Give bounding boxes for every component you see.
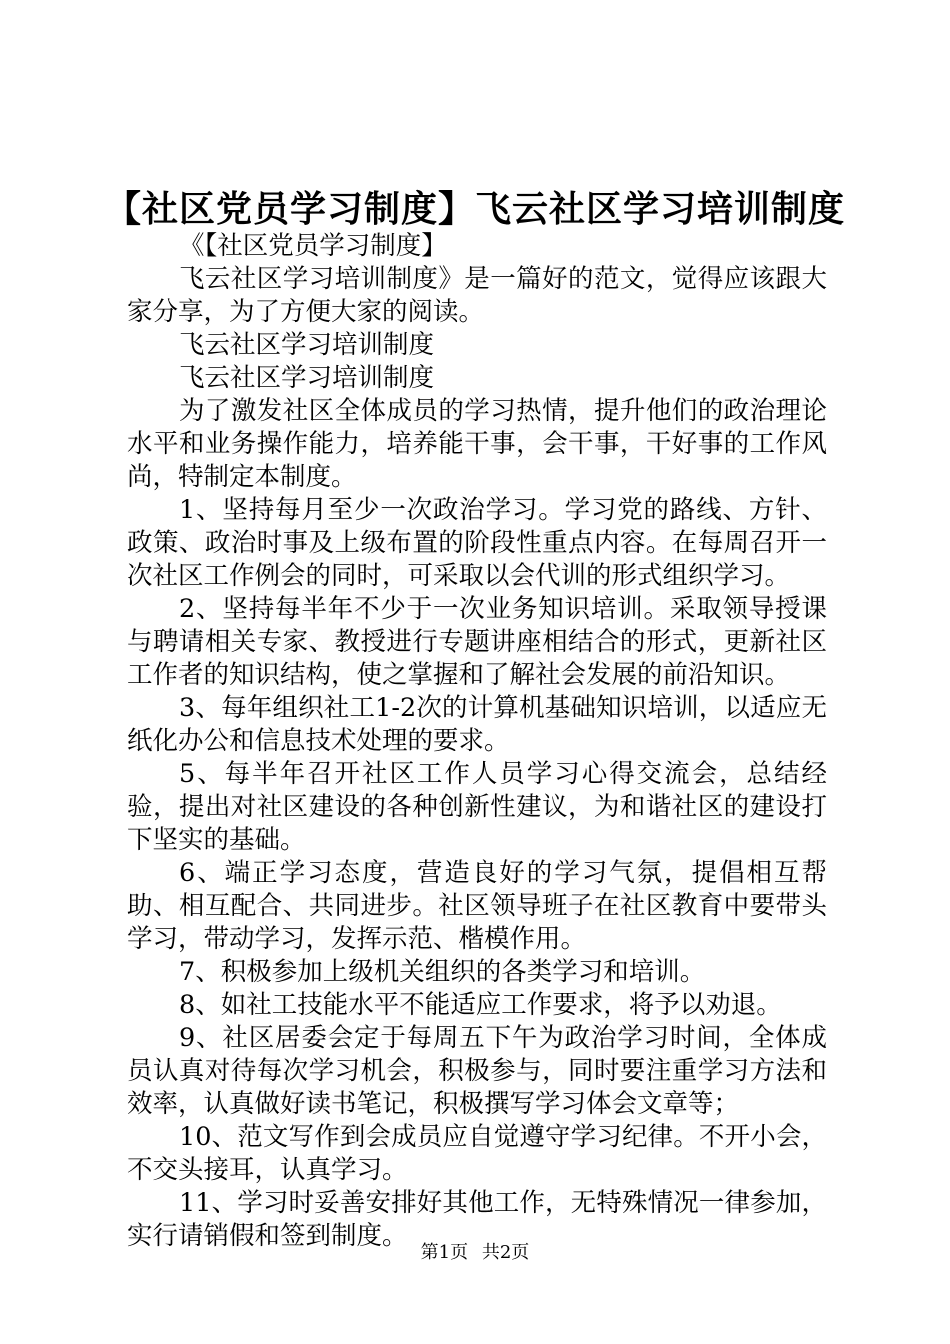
paragraph: 2、坚持每半年不少于一次业务知识培训。采取领导授课与聘请相关专家、教授进行专题讲座相结合的形式，更新社区工作者的知识结构，使之掌握和了解社会发展的前沿知识。 (127, 594, 827, 690)
paragraph: 11、学习时妥善安排好其他工作，无特殊情况一律参加，实行请销假和签到制度。 (127, 1188, 827, 1251)
intro-line-1: 《【社区党员学习制度】 (179, 231, 447, 261)
document-title: 【社区党员学习制度】飞云社区学习培训制度 (104, 188, 845, 230)
page-number-current: 第1页 (420, 1242, 469, 1263)
paragraph: 9、社区居委会定于每周五下午为政治学习时间，全体成员认真对待每次学习机会，积极参与，同时要注重学习方法和效率，认真做好读书笔记，积极撰写学习体会文章等； (127, 1023, 827, 1119)
page-number-total: 共2页 (481, 1242, 530, 1263)
paragraph: 1、坚持每月至少一次政治学习。学习党的路线、方针、政策、政治时事及上级布置的阶段性重点内容。在每周召开一次社区工作例会的同时，可采取以会代训的形式组织学习。 (127, 495, 827, 591)
intro-line-2: 飞云社区学习培训制度》是一篇好的范文，觉得应该跟大家分享，为了方便大家的阅读。 (127, 264, 827, 327)
paragraph: 10、范文写作到会成员应自觉遵守学习纪律。不开小会，不交头接耳，认真学习。 (127, 1122, 827, 1185)
paragraph: 6、端正学习态度，营造良好的学习气氛，提倡相互帮助、相互配合、共同进步。社区领导班子在社区教育中要带头学习，带动学习，发挥示范、楷模作用。 (127, 858, 827, 954)
paragraph: 8、如社工技能水平不能适应工作要求，将予以劝退。 (179, 990, 782, 1020)
document-body (127, 230, 827, 1253)
page-footer (0, 1240, 950, 1266)
paragraph: 7、积极参加上级机关组织的各类学习和培训。 (179, 957, 706, 987)
paragraph: 为了激发社区全体成员的学习热情，提升他们的政治理论水平和业务操作能力，培养能干事，会干事，干好事的工作风尚，特制定本制度。 (127, 396, 827, 492)
paragraph: 飞云社区学习培训制度 (179, 330, 435, 360)
paragraph: 3、每年组织社工1-2次的计算机基础知识培训，以适应无纸化办公和信息技术处理的要求。 (127, 693, 827, 756)
paragraph: 5、每半年召开社区工作人员学习心得交流会，总结经验，提出对社区建设的各种创新性建议，为和谐社区的建设打下坚实的基础。 (127, 759, 827, 855)
paragraph: 飞云社区学习培训制度 (179, 363, 435, 393)
